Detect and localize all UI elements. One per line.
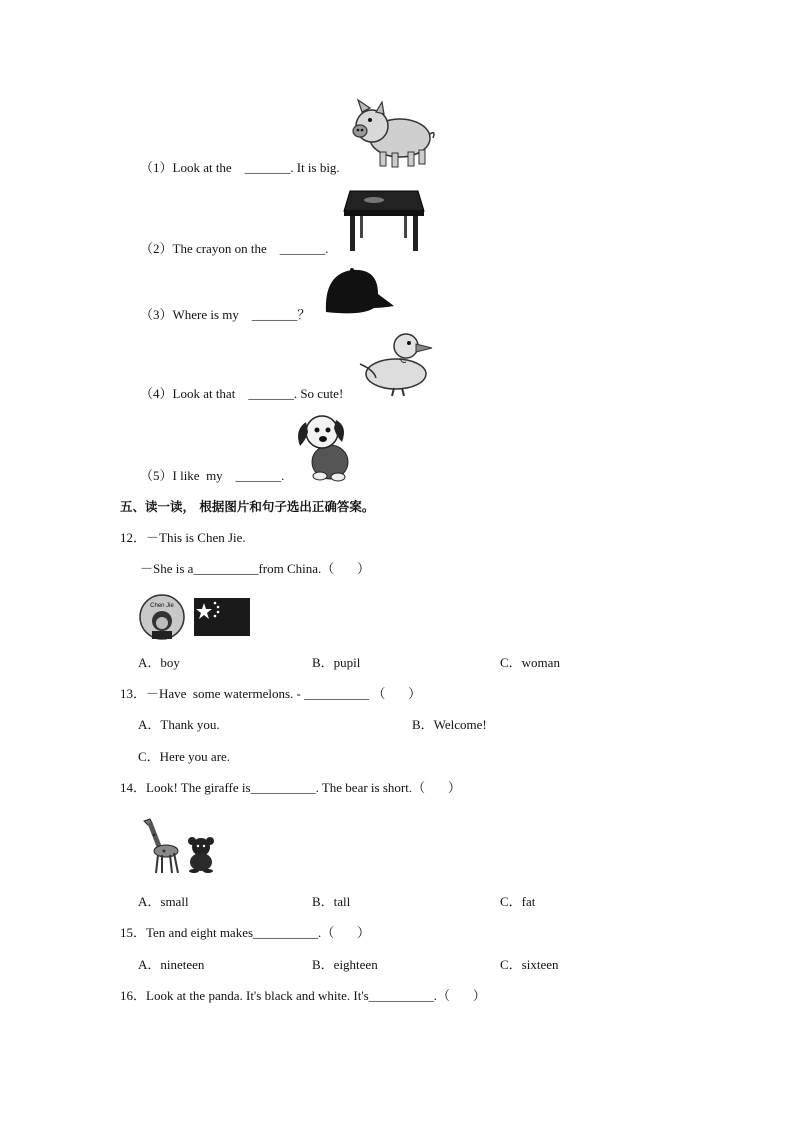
q14-option-a: A．small (138, 894, 189, 909)
q13-option-c: C．Here you are. (138, 749, 231, 764)
q12-option-a: A．boy (138, 655, 180, 670)
badge-name-label: Chen Jie (150, 603, 174, 609)
q15-line1: 15．Ten and eight makes__________.（ ） (120, 925, 371, 940)
fill-in-item-1: （1）Look at the _______. It is big. (140, 160, 340, 175)
q13-line1: 13．－Have some watermelons. - __________ （ ） (120, 686, 422, 701)
fill-in-item-2: （2）The crayon on the _______. (140, 241, 329, 256)
cap-picture (322, 264, 398, 320)
china-flag-picture (194, 598, 250, 636)
fill-in-item-5: （5）I like my _______. (140, 468, 285, 483)
q15-option-a: A．nineteen (138, 957, 205, 972)
section-title: 五、读一读， 根据图片和句子选出正确答案。 (120, 499, 375, 514)
q15-option-b: B．eighteen (312, 957, 378, 972)
q15-option-c: C．sixteen (500, 957, 559, 972)
q16-line1: 16．Look at the panda. It's black and white. It's__________.（ ） (120, 988, 486, 1003)
q12-option-b: B．pupil (312, 655, 361, 670)
q14-option-b: B．tall (312, 894, 351, 909)
q13-option-b: B．Welcome! (412, 717, 487, 732)
q13-option-a: A．Thank you. (138, 717, 220, 732)
pig-picture (348, 98, 438, 173)
dog-picture (290, 410, 360, 482)
q12-option-c: C．woman (500, 655, 560, 670)
duck-picture (356, 330, 436, 398)
q12-line2: －She is a__________from China.（ ） (140, 561, 371, 576)
q14-line1: 14．Look! The giraffe is__________. The bear is short.（ ） (120, 780, 461, 795)
chen-jie-badge (138, 593, 186, 641)
q12-line1: 12．－This is Chen Jie. (120, 530, 246, 545)
fill-in-item-3: （3）Where is my _______？ (140, 307, 311, 322)
table-picture (342, 185, 426, 253)
giraffe-picture (138, 815, 186, 875)
q14-option-c: C．fat (500, 894, 536, 909)
bear-picture (184, 835, 218, 873)
fill-in-item-4: （4）Look at that _______. So cute! (140, 386, 344, 401)
